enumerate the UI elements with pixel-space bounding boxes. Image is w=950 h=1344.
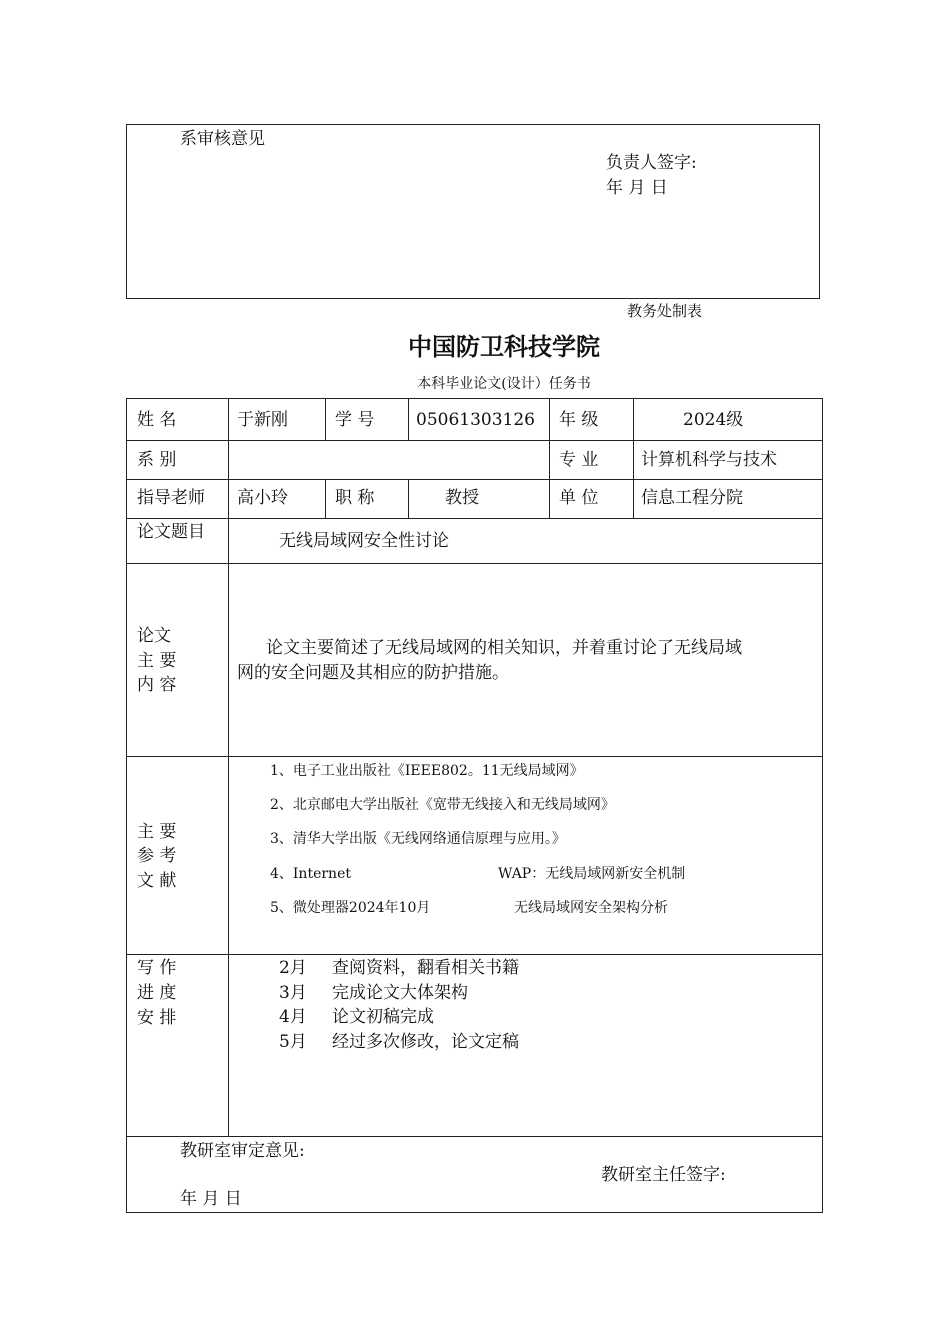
reference-item: 4、Internet <box>270 866 351 882</box>
col-divider <box>408 479 409 518</box>
student-no-value: 05061303126 <box>416 410 535 430</box>
content-label-line: 论文 <box>137 626 171 646</box>
row-divider <box>127 479 822 480</box>
reference-item-title: WAP：无线局域网新安全机制 <box>498 866 686 882</box>
schedule-task: 查阅资料，翻看相关书籍 <box>332 958 519 978</box>
row-divider <box>127 756 822 757</box>
schedule-month: 4月 <box>279 1007 307 1027</box>
schedule-month: 2月 <box>279 958 307 978</box>
rank-value: 教授 <box>445 488 479 508</box>
footer-note: 教务处制表 <box>627 302 703 320</box>
name-label: 姓 名 <box>137 410 177 430</box>
col-divider <box>325 479 326 518</box>
student-no-label: 学 号 <box>335 410 375 430</box>
schedule-task: 完成论文大体架构 <box>332 983 468 1003</box>
advisor-value: 高小玲 <box>237 488 288 508</box>
row-divider <box>127 954 822 955</box>
content-label-line: 内 容 <box>137 675 177 695</box>
page-title: 中国防卫科技学院 <box>408 333 600 361</box>
topic-label: 论文题目 <box>137 522 205 542</box>
reference-item: 1、电子工业出版社《IEEE802。11无线局域网》 <box>270 763 584 779</box>
col-divider <box>549 399 550 518</box>
office-date-label: 年 月 日 <box>180 1189 242 1209</box>
review-date-label: 年 月 日 <box>606 178 668 198</box>
unit-value: 信息工程分院 <box>641 488 743 508</box>
unit-label: 单 位 <box>559 488 599 508</box>
row-divider <box>127 518 822 519</box>
review-label: 系审核意见 <box>180 129 265 149</box>
department-review-box <box>126 124 820 299</box>
content-text-line: 网的安全问题及其相应的防护措施。 <box>237 663 509 683</box>
reference-item: 3、清华大学出版《无线网络通信原理与应用。》 <box>270 831 566 847</box>
row-divider <box>127 563 822 564</box>
review-signer-label: 负责人签字: <box>606 153 697 173</box>
col-divider <box>228 399 229 1136</box>
office-signer-label: 教研室主任签字: <box>601 1165 726 1185</box>
reference-item: 5、微处理器2024年10月 <box>270 900 431 916</box>
schedule-label-line: 写 作 <box>137 958 177 978</box>
grade-value: 2024级 <box>683 410 744 430</box>
schedule-label-line: 进 度 <box>137 983 177 1003</box>
col-divider <box>408 399 409 440</box>
col-divider <box>325 399 326 440</box>
references-label-line: 主 要 <box>137 822 177 842</box>
grade-label: 年 级 <box>559 410 599 430</box>
schedule-task: 论文初稿完成 <box>332 1007 434 1027</box>
references-label-line: 参 考 <box>137 846 177 866</box>
name-value: 于新刚 <box>237 410 288 430</box>
schedule-task: 经过多次修改，论文定稿 <box>332 1032 519 1052</box>
major-label: 专 业 <box>559 450 599 470</box>
rank-label: 职 称 <box>335 488 375 508</box>
row-divider <box>127 1136 822 1137</box>
office-review-label: 教研室审定意见: <box>180 1141 305 1161</box>
reference-item: 2、北京邮电大学出版社《宽带无线接入和无线局域网》 <box>270 797 615 813</box>
col-divider <box>633 399 634 518</box>
page-subtitle: 本科毕业论文(设计）任务书 <box>417 376 591 392</box>
task-table <box>126 398 823 1213</box>
content-text-line: 论文主要简述了无线局域网的相关知识，并着重讨论了无线局域 <box>266 638 742 658</box>
advisor-label: 指导老师 <box>137 488 205 508</box>
topic-value: 无线局域网安全性讨论 <box>279 531 449 551</box>
dept-label: 系 别 <box>137 450 177 470</box>
content-label-line: 主 要 <box>137 651 177 671</box>
references-label-line: 文 献 <box>137 871 177 891</box>
schedule-label-line: 安 排 <box>137 1008 177 1028</box>
reference-item-title: 无线局域网安全架构分析 <box>514 900 668 916</box>
schedule-month: 5月 <box>279 1032 307 1052</box>
major-value: 计算机科学与技术 <box>641 450 777 470</box>
schedule-month: 3月 <box>279 983 307 1003</box>
row-divider <box>127 440 822 441</box>
